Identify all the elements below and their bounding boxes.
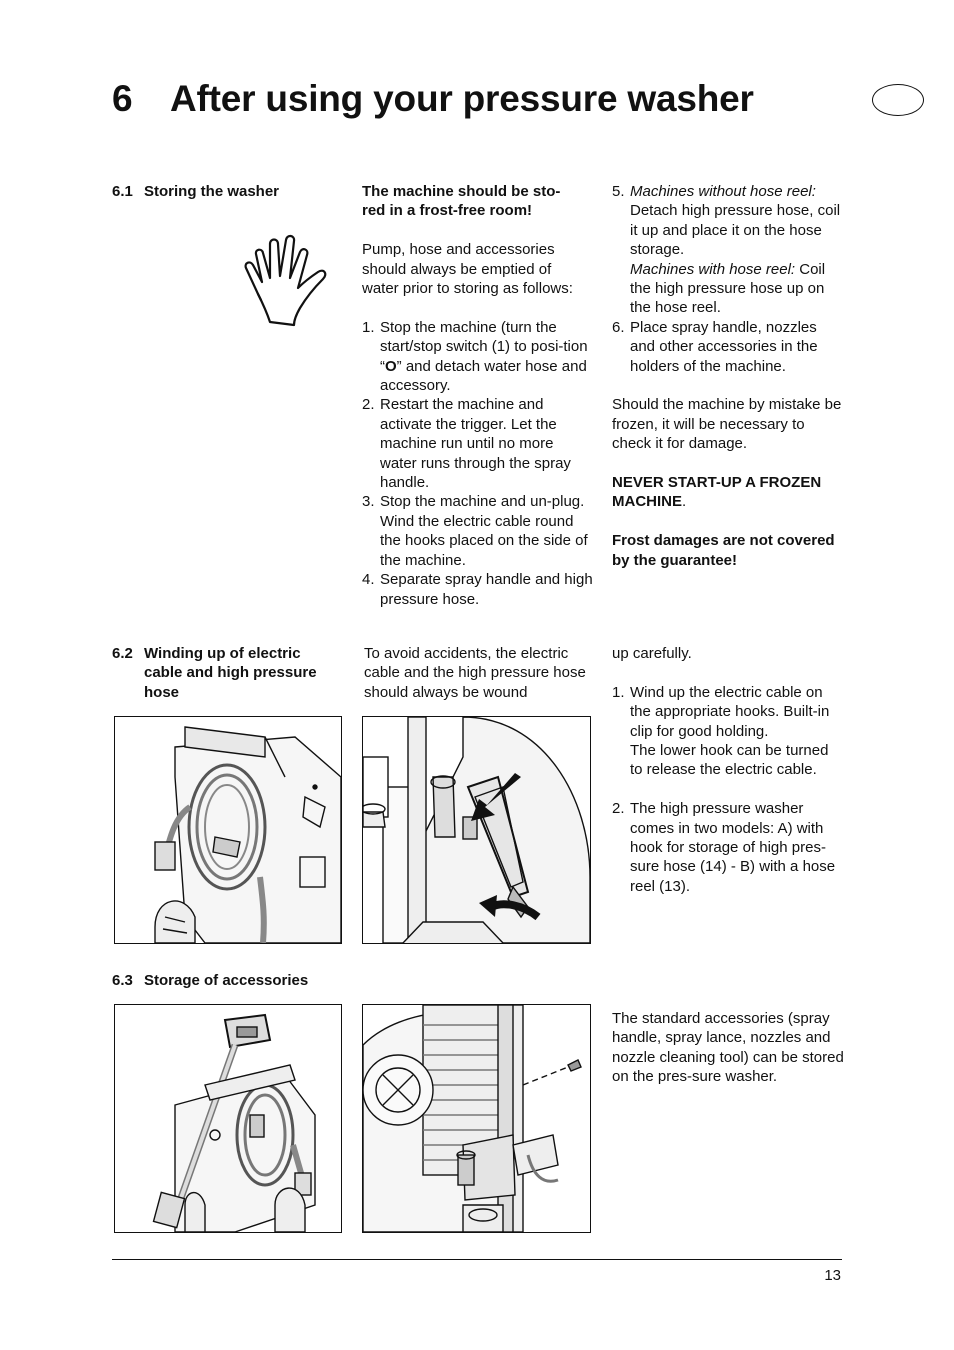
section-6-3-heading — [112, 971, 308, 990]
model-without-reel-label: Machines without hose reel: — [630, 183, 816, 200]
hose-reel-illustration — [362, 1004, 591, 1233]
winding-intro-text: To avoid accidents, the electric cable and the high pressure hose should always be wound — [364, 645, 586, 701]
section-6-1-heading — [112, 182, 279, 201]
never-start-frozen — [612, 473, 844, 512]
never-start-period: . — [682, 493, 687, 511]
step-text-part: Stop the machine (turn the start/stop switch (1) to posi-tion “ — [380, 318, 588, 375]
step-text — [630, 182, 844, 318]
switch-position-o: O — [385, 357, 397, 375]
frost-free-warning — [362, 182, 594, 221]
intro-line-3: water prior to storing as follows: — [362, 280, 573, 298]
winding-column-right — [612, 644, 844, 896]
storing-column-right — [612, 182, 844, 570]
title-line-3: hose — [144, 683, 180, 701]
chapter-number: 6 — [112, 78, 133, 119]
intro-line-2: should always be emptied of — [362, 260, 552, 278]
winding-steps — [612, 683, 844, 780]
step-number: 1. — [362, 318, 375, 336]
washer-hose-hook-illustration — [114, 716, 342, 944]
step-number: 2. — [612, 800, 625, 818]
step-text — [380, 318, 594, 396]
accessories-column — [612, 1009, 844, 1087]
section-6-2-heading — [112, 644, 352, 702]
model-with-reel-label: Machines with hose reel: — [630, 260, 796, 278]
chapter-title-text: After using your pressure washer — [170, 78, 754, 119]
never-start-warning: NEVER START-UP A FROZEN MACHINE — [612, 474, 822, 511]
language-oval-icon — [872, 84, 924, 116]
hand-stop-icon — [240, 230, 332, 330]
step-number: 3. — [362, 493, 375, 511]
storing-steps-continued — [612, 182, 844, 376]
step-number: 4. — [362, 571, 375, 589]
intro-line-1: Pump, hose and accessories — [362, 241, 555, 259]
storing-step-4 — [362, 570, 594, 609]
accessory-storage-illustration — [114, 1004, 342, 1233]
winding-intro — [364, 644, 594, 702]
frost-guarantee-note: Frost damages are not covered by the guarantee! — [612, 532, 835, 569]
step-number: 2. — [362, 396, 375, 414]
step-text: Separate spray handle and high pressure hose. — [380, 571, 593, 608]
warning-line-2: red in a frost-free room! — [362, 202, 533, 220]
storing-step-2 — [362, 395, 594, 492]
footer-rule — [112, 1259, 842, 1260]
step-number: 1. — [612, 683, 625, 701]
section-title — [144, 644, 317, 702]
step-text-part: ” and detach water hose and accessory. — [380, 357, 587, 395]
winding-steps-2 — [612, 799, 844, 896]
section-number: 6.2 — [112, 645, 133, 662]
step-text-part: Wind up the electric cable on the appropriate hooks. Built-in clip for good holding. — [630, 683, 830, 740]
step-number: 5. — [612, 183, 625, 200]
storing-column-middle — [362, 182, 594, 609]
storing-step-6 — [612, 318, 844, 376]
frozen-check-note: Should the machine by mistake be frozen, it will be necessary to check it for damage. — [612, 396, 842, 453]
winding-step-2 — [612, 799, 844, 896]
cable-hook-illustration — [362, 716, 591, 944]
step-text: The high pressure washer comes in two models: A) with hook for storage of high pres-sure hose (14) - B) with a hose reel (13). — [630, 800, 836, 895]
step-text: Stop the machine and un-plug. Wind the electric cable round the hooks placed on the side of the machine. — [380, 493, 588, 569]
winding-intro-continued: up carefully. — [612, 645, 692, 662]
storing-intro — [362, 240, 594, 298]
storing-step-1 — [362, 318, 594, 396]
storing-step-5 — [612, 182, 844, 318]
storing-steps — [362, 318, 594, 609]
section-title: Storing the washer — [144, 183, 280, 200]
chapter-title — [112, 78, 754, 120]
warning-line-1: The machine should be sto- — [362, 183, 561, 200]
accessories-text: The standard accessories (spray handle, spray lance, nozzles and nozzle cleaning tool) can be stored on the pres-sure washer. — [612, 1010, 844, 1086]
section-number: 6.3 — [112, 972, 133, 989]
step-number: 6. — [612, 318, 625, 336]
section-title: Storage of accessories — [144, 972, 309, 989]
step-text: Restart the machine and activate the trigger. Let the machine run until no more water runs through the spray handle. — [380, 396, 571, 492]
step-text — [630, 683, 844, 780]
page-number: 13 — [824, 1267, 841, 1284]
storing-step-3 — [362, 492, 594, 570]
step-text-part: The lower hook can be turned to release the electric cable. — [630, 742, 829, 779]
title-line-1: Winding up of electric — [144, 645, 301, 662]
step-text-part: Detach high pressure hose, coil it up and place it on the hose storage. — [630, 202, 841, 259]
winding-step-1 — [612, 683, 844, 780]
step-text: Place spray handle, nozzles and other accessories in the holders of the machine. — [630, 318, 818, 375]
title-line-2: cable and high pressure — [144, 664, 317, 682]
section-number: 6.1 — [112, 183, 133, 200]
step-text-part: Coil the high pressure hose up on the hose reel. — [630, 260, 826, 317]
